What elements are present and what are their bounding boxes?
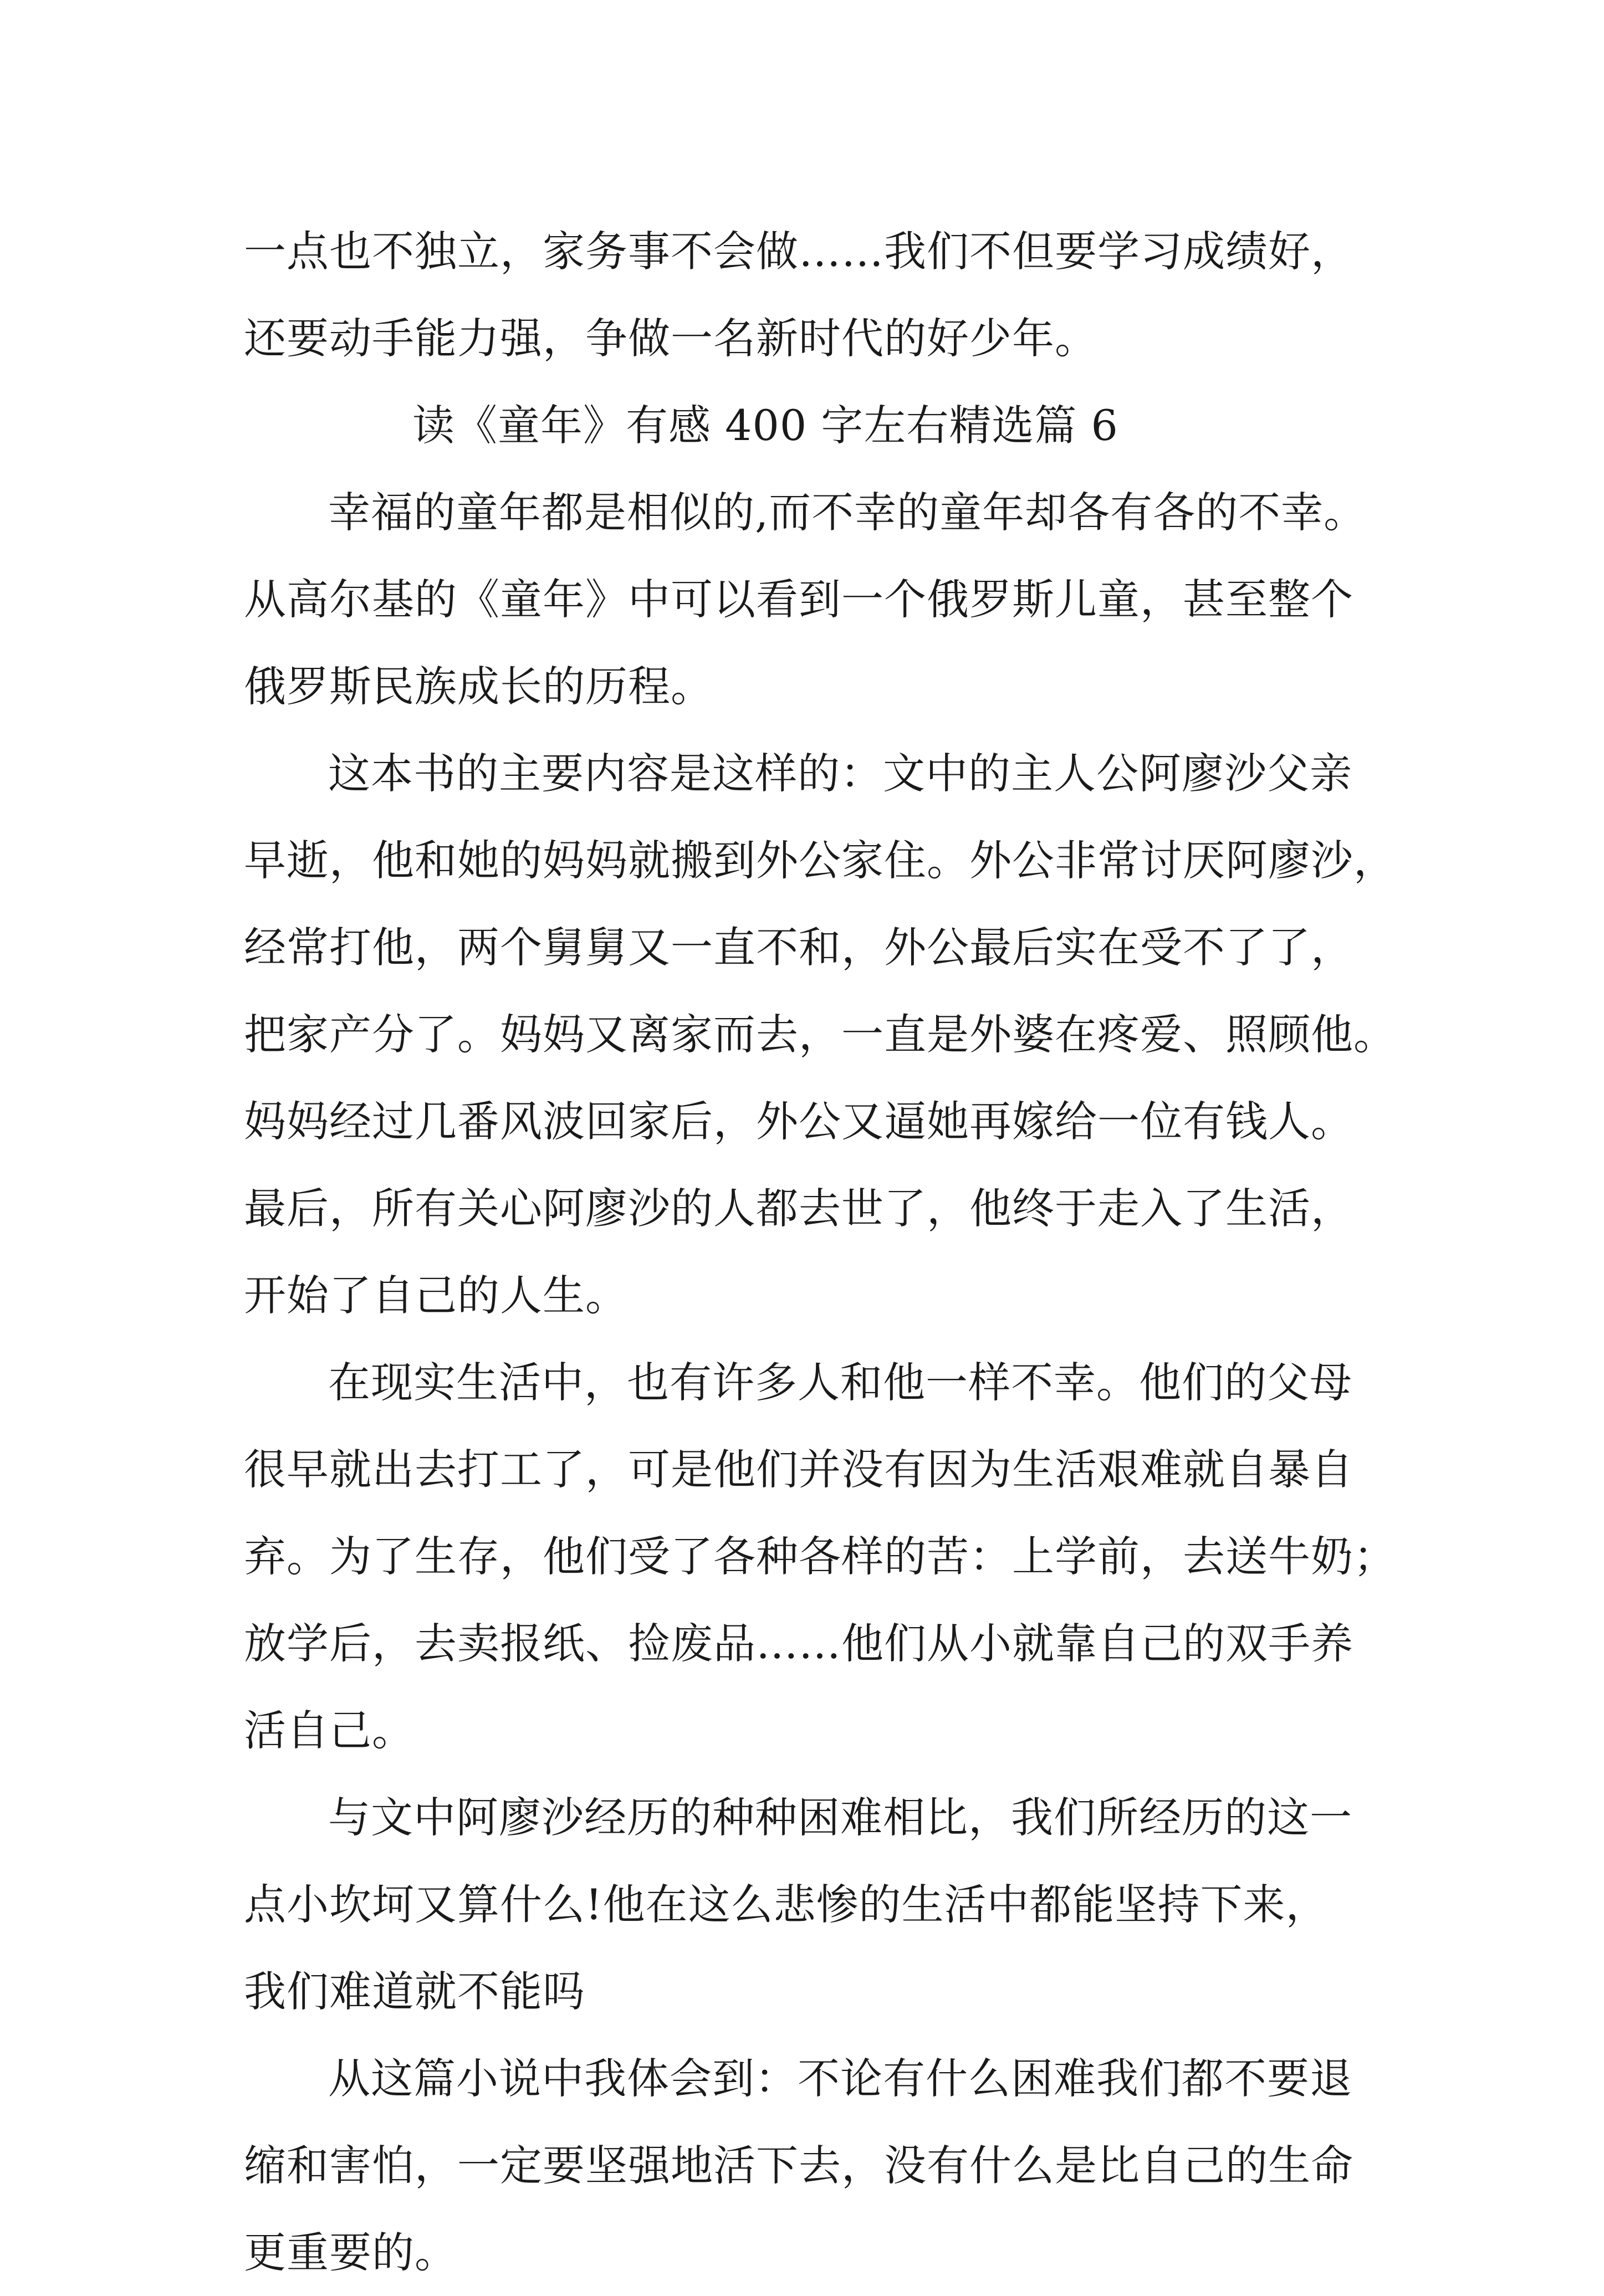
paragraph — [244, 469, 1375, 730]
text-line: 更重要的。 — [244, 2228, 457, 2277]
text-line: 经常打他，两个舅舅又一直不和，外公最后实在受不了了， — [244, 923, 1353, 972]
paragraph-continuation — [244, 208, 1375, 382]
text-line: 缩和害怕，一定要坚强地活下去，没有什么是比自己的生命 — [244, 2141, 1353, 2190]
text-line: 在现实生活中，也有许多人和他一样不幸。他们的父母 — [328, 1358, 1352, 1407]
document-body — [244, 208, 1396, 2296]
text-line: 妈妈经过几番风波回家后，外公又逼她再嫁给一位有钱人。 — [244, 1097, 1353, 1146]
text-line: 活自己。 — [244, 1706, 415, 1755]
text-line: 最后，所有关心阿廖沙的人都去世了，他终于走入了生活， — [244, 1184, 1353, 1233]
text-line: 放学后，去卖报纸、捡废品……他们从小就靠自己的双手养 — [244, 1619, 1353, 1668]
text-line: 我们难道就不能吗 — [244, 1967, 585, 2016]
paragraph — [244, 1339, 1396, 1774]
paragraph — [244, 2035, 1375, 2296]
text-line: 这本书的主要内容是这样的：文中的主人公阿廖沙父亲 — [328, 749, 1352, 798]
text-line: 开始了自己的人生。 — [244, 1271, 628, 1320]
text-line: 从这篇小说中我体会到：不论有什么困难我们都不要退 — [328, 2054, 1352, 2103]
text-line: 点小坎坷又算什么!他在这么悲惨的生活中都能坚持下来， — [244, 1880, 1329, 1929]
paragraph — [244, 1774, 1375, 2035]
text-line: 俄罗斯民族成长的历程。 — [244, 662, 713, 711]
text-line: 早逝，他和她的妈妈就搬到外公家住。外公非常讨厌阿廖沙， — [244, 836, 1396, 885]
text-line: 还要动手能力强，争做一名新时代的好少年。 — [244, 314, 1097, 363]
text-line: 幸福的童年都是相似的,而不幸的童年却各有各的不幸。 — [328, 488, 1367, 537]
text-line: 弃。为了生存，他们受了各种各样的苦：上学前，去送牛奶； — [244, 1532, 1396, 1581]
section-heading — [244, 382, 1375, 469]
text-line: 与文中阿廖沙经历的种种困难相比，我们所经历的这一 — [328, 1793, 1352, 1842]
text-line: 从高尔基的《童年》中可以看到一个俄罗斯儿童，甚至整个 — [244, 575, 1353, 624]
heading-text: 读《童年》有感 400 字左右精选篇 6 — [412, 401, 1118, 450]
text-line: 把家产分了。妈妈又离家而去，一直是外婆在疼爱、照顾他。 — [244, 1010, 1396, 1059]
paragraph — [244, 730, 1396, 1339]
text-line: 一点也不独立，家务事不会做……我们不但要学习成绩好， — [244, 227, 1353, 276]
text-line: 很早就出去打工了，可是他们并没有因为生活艰难就自暴自 — [244, 1445, 1353, 1494]
